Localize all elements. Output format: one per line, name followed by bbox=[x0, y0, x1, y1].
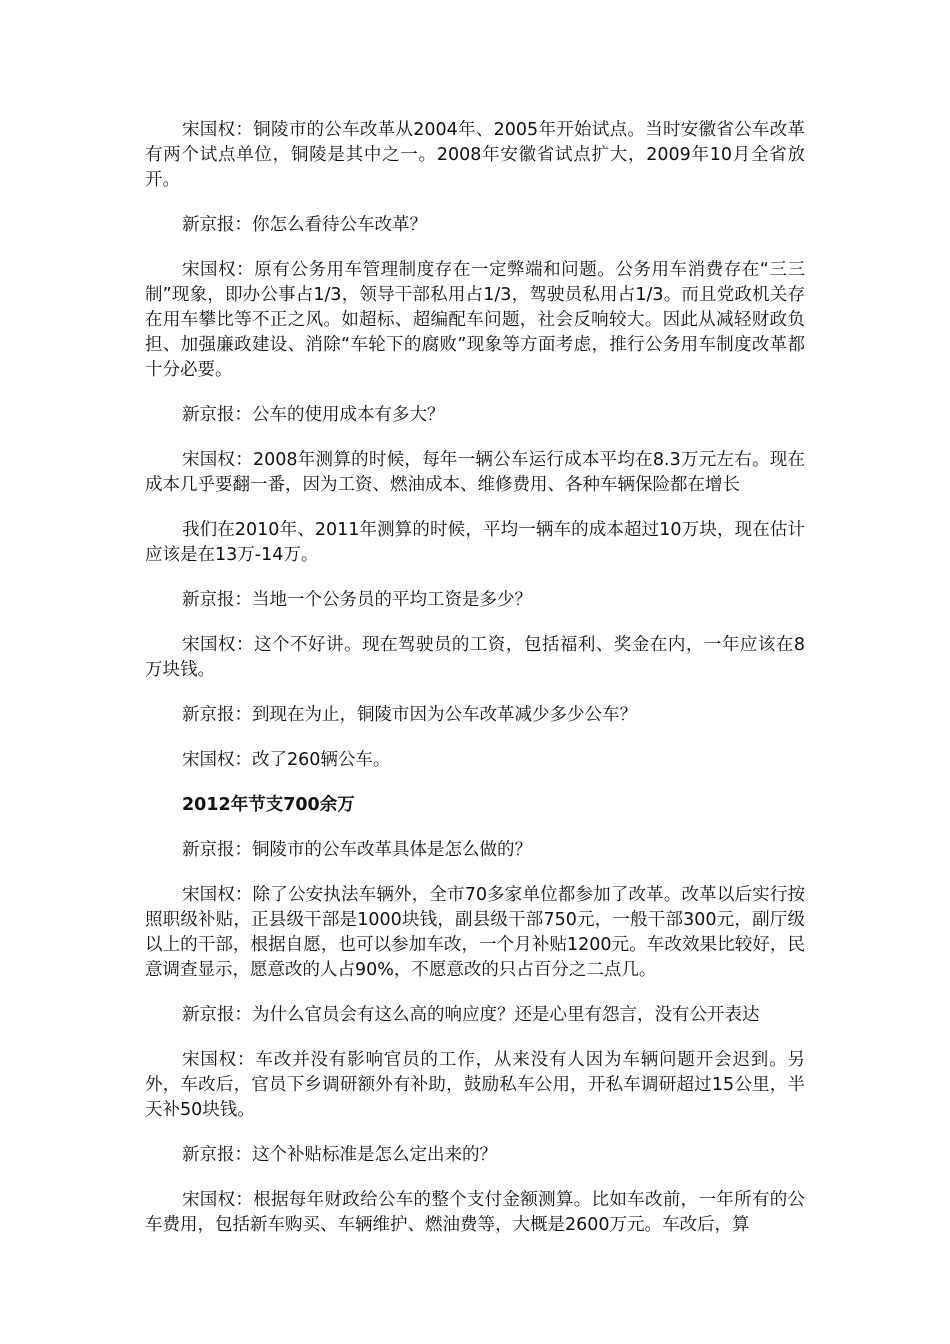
paragraph: 宋国权：这个不好讲。现在驾驶员的工资，包括福利、奖金在内，一年应该在8万块钱。 bbox=[145, 635, 805, 680]
paragraph: 新京报：这个补贴标准是怎么定出来的？ bbox=[182, 1145, 497, 1165]
paragraph: 宋国权：铜陵市的公车改革从2004年、2005年开始试点。当时安徽省公车改革有两个试点单位，铜陵是其中之一。2008年安徽省试点扩大，2009年10月全省放开。 bbox=[145, 120, 805, 190]
paragraph: 宋国权：除了公安执法车辆外，全市70多家单位都参加了改革。改革以后实行按照职级补贴，正县级干部是1000块钱，副县级干部750元，一般干部300元，副厅级以上的干部，根据自愿，也可以参加车改，一个月补贴1200元。车改效果比较好，民意调查显示，愿意改的人占90%，不愿意改的只占百分之二点几。 bbox=[145, 885, 805, 980]
section-heading: 2012年节支700余万 bbox=[182, 795, 355, 815]
paragraph: 宋国权：原有公务用车管理制度存在一定弊端和问题。公务用车消费存在“三三制”现象，即办公事占1/3，领导干部私用占1/3，驾驶员私用占1/3。而且党政机关存在用车攀比等不正之风。如超标、超编配车问题，社会反响较大。因此从减轻财政负担、加强廉政建设、消除“车轮下的腐败”现象等方面考虑，推行公务用车制度改革都十分必要。 bbox=[145, 260, 805, 380]
paragraph: 宋国权：根据每年财政给公车的整个支付金额测算。比如车改前，一年所有的公车费用，包括新车购买、车辆维护、燃油费等，大概是2600万元。车改后，算 bbox=[145, 1190, 805, 1235]
paragraph: 新京报：铜陵市的公车改革具体是怎么做的？ bbox=[182, 840, 532, 860]
paragraph: 新京报：公车的使用成本有多大？ bbox=[182, 405, 445, 425]
paragraph: 新京报：当地一个公务员的平均工资是多少？ bbox=[182, 590, 532, 610]
paragraph: 宋国权：2008年测算的时候，每年一辆公车运行成本平均在8.3万元左右。现在成本几乎要翻一番，因为工资、燃油成本、维修费用、各种车辆保险都在增长 bbox=[145, 450, 805, 495]
paragraph: 我们在2010年、2011年测算的时候，平均一辆车的成本超过10万块，现在估计应该是在13万-14万。 bbox=[145, 520, 805, 565]
paragraph: 宋国权：改了260辆公车。 bbox=[182, 750, 391, 770]
article-body bbox=[145, 118, 805, 1258]
paragraph: 新京报：到现在为止，铜陵市因为公车改革减少多少公车？ bbox=[182, 705, 637, 725]
paragraph: 新京报：你怎么看待公车改革？ bbox=[182, 215, 427, 235]
paragraph: 宋国权：车改并没有影响官员的工作，从来没有人因为车辆问题开会迟到。另外，车改后，官员下乡调研额外有补助，鼓励私车公用，开私车调研超过15公里，半天补50块钱。 bbox=[145, 1050, 805, 1120]
paragraph: 新京报：为什么官员会有这么高的响应度？还是心里有怨言，没有公开表达 bbox=[182, 1005, 760, 1025]
